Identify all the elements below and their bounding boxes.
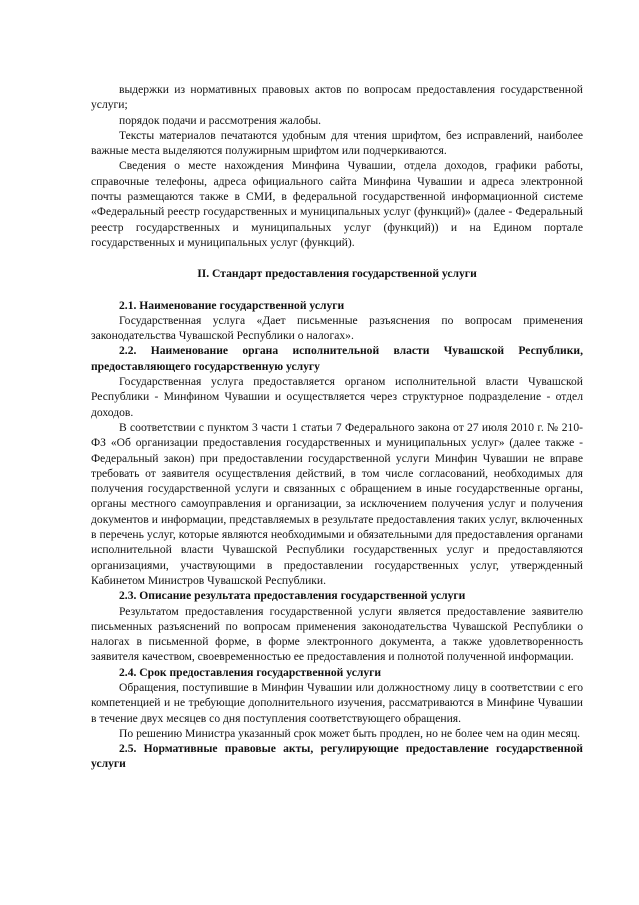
heading-2-4: 2.4. Срок предоставления государственной услуги	[119, 665, 382, 679]
paragraph-2-4-a: Обращения, поступившие в Минфин Чувашии или должностному лицу в соответствии с его компетенцией и не требующие дополнительного изучения, рассматриваются в Минфине Чувашии в течение двух месяцев со дня поступления соответствующего обращения.	[91, 680, 583, 725]
paragraph-2-4-b: По решению Министра указанный срок может быть продлен, но не более чем на один месяц.	[119, 726, 581, 740]
paragraph-2-2-b: В соответствии с пунктом 3 части 1 статьи 7 Федерального закона от 27 июля 2010 г. № 210-ФЗ «Об организации предоставления государственных и муниципальных услуг» (далее также - Федеральный закон) при предоставлении государственной услуги Минфин Чувашии не вправе требовать от заявителя осуществления действий, в том числе согласований, необходимых для получения государственной услуги и связанных с обращением в иные государственные органы, органы местного самоуправления и организации, за исключением получения услуг и получения документов и информации, представляемых в результате предоставления таких услуг, включенных в перечень услуг, которые являются необходимыми и обязательными для предоставления органами исполнительной власти Чувашской Республики государственных услуг и предоставляются организациями, участвующими в предоставлении государственных услуг, утвержденный Кабинетом Министров Чувашской Республики.	[91, 420, 583, 587]
section-title: II. Стандарт предоставления государственной услуги	[197, 267, 477, 281]
paragraph-2-2-a: Государственная услуга предоставляется органом исполнительной власти Чувашской Республики - Минфином Чувашии и осуществляется через структурное подразделение - отдел доходов.	[91, 375, 583, 419]
heading-2-3: 2.3. Описание результата предоставления государственной услуги	[119, 589, 466, 603]
paragraph-2-1: Государственная услуга «Дает письменные разъяснения по вопросам применения законодательства Чувашской Республики о налогах».	[91, 313, 583, 343]
heading-2-1: 2.1. Наименование государственной услуги	[119, 298, 345, 312]
heading-2-5: 2.5. Нормативные правовые акты, регулирующие предоставление государственной услуги	[91, 742, 583, 771]
paragraph-font-rules: Тексты материалов печатаются удобным для чтения шрифтом, без исправлений, наиболее важные места выделяются полужирным шрифтом или подчеркиваются.	[91, 128, 583, 158]
paragraph-extracts: выдержки из нормативных правовых актов по вопросам предоставления государственной услуги;	[91, 83, 583, 112]
paragraph-complaints: порядок подачи и рассмотрения жалобы.	[119, 113, 322, 127]
heading-2-2: 2.2. Наименование органа исполнительной власти Чувашской Республики, предоставляющего государственную услугу	[91, 344, 583, 373]
paragraph-location-info: Сведения о месте нахождения Минфина Чувашии, отдела доходов, графики работы, справочные телефоны, адреса официального сайта Минфина Чувашии и адреса электронной почты размещаются также в СМИ, в федеральной государственной информационной системе «Федеральный реестр государственных и муниципальных услуг (функций)» (далее - Федеральный реестр государственных и муниципальных услуг (функций)) и на Едином портале государственных и муниципальных услуг (функций).	[91, 159, 583, 249]
paragraph-2-3: Результатом предоставления государственной услуги является предоставление заявителю письменных разъяснений по вопросам применения законодательства Чувашской Республики о налогах в письменной форме, в форме электронного документа, а также удовлетворенность заявителя качеством, своевременностью ее предоставления и полнотой полученной информации.	[91, 604, 583, 664]
